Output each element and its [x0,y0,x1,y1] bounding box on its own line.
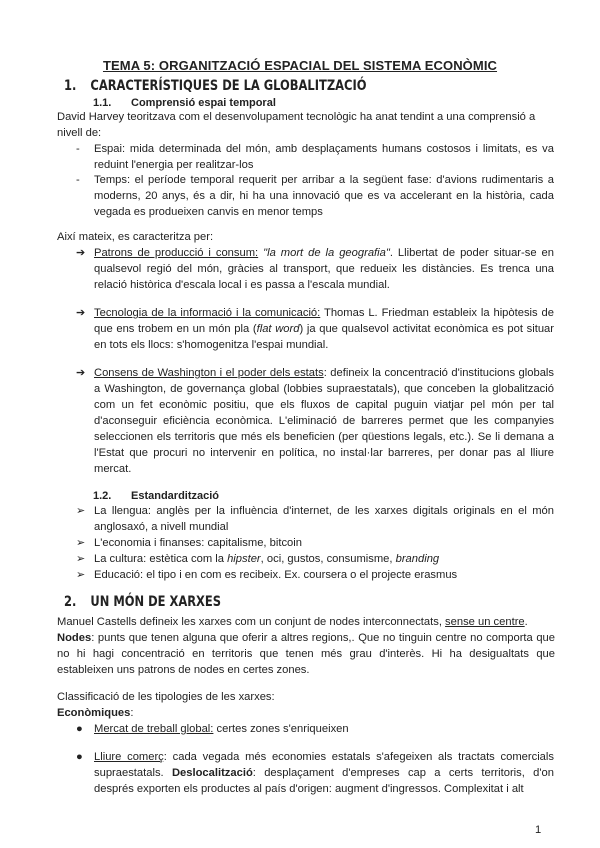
section-2-heading [64,594,221,610]
section-1-heading [64,78,367,94]
section-number: 1. [64,78,77,94]
bullet-lliure-comerc [76,749,554,797]
list-item-text: La llengua: anglès per la influència d'internet, de les xarxes digitals originals en el món anglosaxó, a nivell mundial [94,505,554,533]
list-item-espai [76,141,554,173]
bullet-mercat [76,721,554,737]
subsection-number: 1.1. [93,97,112,109]
arrow-item-tecnologia [76,305,555,353]
text: . [524,616,528,628]
list-item-cultura [76,551,554,567]
item-text: : desplaçament d'empreses cap a certs territoris, d'on després exporten els productes al país d'origen: augment d'ingressos. Complexitat i alt [94,767,554,795]
item-text: certes zones s'enriqueixen [213,723,349,735]
list-item-economia [76,535,554,551]
list-item-text: Educació: el tipo i en com es recibeix. Ex. coursera o el projecte erasmus [94,569,458,581]
arrowhead-bullet-icon: ➢ [76,553,86,565]
item-label: Mercat de treball global: [94,723,214,735]
paragraph-harvey: David Harvey teoritzava com el desenvolupament tecnològic ha anat tendint a una comprensió a nivell de: [57,111,536,139]
subsection-number: 1.2. [93,490,112,502]
arrow-item-patrons [76,245,554,293]
arrow-icon: ➔ [76,367,86,379]
arrowhead-bullet-icon: ➢ [76,569,86,581]
text: : [130,707,134,719]
arrow-icon: ➔ [76,307,86,319]
arrow-icon: ➔ [76,247,86,259]
bullet-dot-icon: ● [76,723,83,735]
item-text: Thomas L. Friedman estableix la hipòtesis de que ens trobem en un món pla ( [94,307,554,335]
arrowhead-bullet-icon: ➢ [76,537,86,549]
dash-bullet: - [76,143,80,155]
section-title: CARACTERÍSTIQUES DE LA GLOBALITZACIÓ [90,78,367,94]
underlined-text: sense un centre [445,616,525,628]
bold-term: Econòmiques [57,707,131,719]
subsection-title: Comprensió espai temporal [131,97,276,109]
bold-term: Nodes [57,632,92,644]
list-item-llengua [76,503,554,535]
list-item-text: L'economia i finanses: capitalisme, bitcoin [94,537,302,549]
list-item-italic: hipster [227,553,261,565]
dash-bullet: - [76,174,80,186]
text: : punts que tenen alguna que oferir a altres regions,. Que no tinguin centre no comporta que no hi hagi concentració en territoris que tenen més grau d'interès. Hi ha desigualtats que estableixen uns patrons de nodes en certes zones. [57,632,555,676]
item-label: Consens de Washington i el poder dels estats [94,367,324,379]
item-label: Tecnologia de la informació i la comunicació: [94,307,321,319]
bullet-dot-icon: ● [76,751,83,763]
item-text: ) ja que qualsevol activitat econòmica es pot situar en tots els llocs: s'homogenitza l'espai mundial. [94,323,555,351]
page-number: 1 [535,824,542,836]
item-italic: flat word [256,323,300,335]
item-italic: "la mort de la geografia" [263,247,390,259]
item-label: Lliure comerç [94,751,164,763]
subsection-1-2-heading [93,488,219,504]
item-text: : defineix la concentració d'institucions globals a Washington, de governança global (lobbies supraestatals), que conceben la globalització com un fet econòmic positiu, que els fluxos de capital puguin viatjar pel món per tal d'aconseguir eficiència econòmica. L'eliminació de barreres permet que les companyies seleccionen els territoris que més els beneficien (per qüestions legals, etc.). Se li demana a l'Estat que procuri no intervenir en política, no instal·lar barreres, per donar pas al lliure mercat. [94,367,554,475]
paragraph-also: Així mateix, es caracteritza per: [57,231,214,243]
paragraph-castells [57,614,555,630]
list-item-text: , oci, gustos, consumisme, [260,553,396,565]
list-item-italic: branding [395,553,440,565]
list-item-text: Temps: el període temporal requerit per arribar a la següent fase: d'avions rudimentaris a moderns, 20 anys, és a dir, hi ha una innovació que es va accelerant en la història, cada vegada es produeixen canvis en menor temps [94,174,554,218]
subsection-title: Estandardització [131,490,220,502]
arrow-item-washington [76,365,554,477]
bold-term: Deslocalització [171,767,253,779]
list-item-temps [76,172,554,220]
item-text: : cada vegada més economies estatals s'afegeixen als tractats comercials supraestatals. [94,751,554,779]
item-label: Patrons de producció i consum: [94,247,259,259]
list-item-educacio [76,567,554,583]
section-title: UN MÓN DE XARXES [90,594,222,610]
list-item-text: La cultura: estètica com la [94,553,228,565]
paragraph-classificacio: Classificació de les tipologies de les xarxes: [57,691,275,703]
paragraph-nodes [57,630,555,678]
document-title: TEMA 5: ORGANITZACIÓ ESPACIAL DEL SISTEMA ECONÒMIC [102,58,498,73]
text: Manuel Castells defineix les xarxes com un conjunt de nodes interconnectats, [57,616,446,628]
arrowhead-bullet-icon: ➢ [76,505,86,517]
item-text: . Llibertat de poder situar-se en qualsevol regió del món, gràcies al transport, que redueix les distàncies. Es trenca una relació històrica d'escala local i es passa a l'escala mundial. [94,247,554,291]
heading-economiques [57,705,555,721]
list-item-text: Espai: mida determinada del món, amb desplaçaments humans costosos i limitats, es va reduint l'energia per realitzar-los [94,143,554,171]
section-number: 2. [64,594,77,610]
